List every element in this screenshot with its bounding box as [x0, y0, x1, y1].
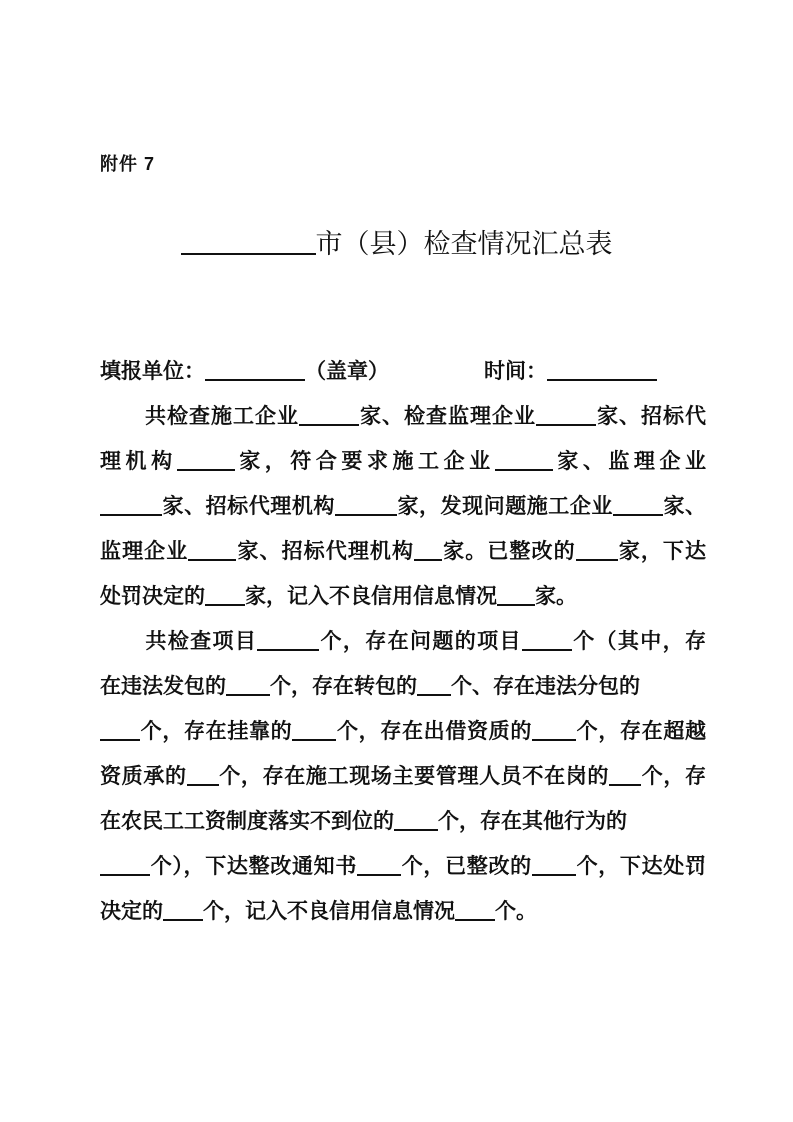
blank-field — [532, 870, 576, 876]
attachment-label: 附件 7 — [100, 154, 156, 174]
title-blank-field — [181, 249, 316, 255]
text-run: 个，已整改的 — [401, 855, 532, 878]
text-run: 个，存 — [641, 765, 707, 788]
text-run: 监理企业 — [100, 540, 189, 563]
blank-field — [100, 735, 140, 741]
blank-field — [613, 510, 663, 516]
text-run: 家，下达 — [617, 540, 707, 563]
blank-field — [394, 825, 438, 831]
text-run: 时间： — [484, 360, 547, 383]
text-line — [100, 394, 706, 439]
text-line — [100, 349, 706, 394]
text-run: 个，存在施工现场主要管理人员不在岗的 — [218, 765, 610, 788]
text-run: 家。已整改的 — [442, 540, 576, 563]
text-line — [100, 889, 706, 934]
blank-field — [299, 420, 359, 426]
text-run: 填报单位： — [100, 360, 205, 383]
blank-field — [414, 555, 442, 561]
paragraph-projects — [100, 619, 706, 934]
blank-field — [609, 780, 641, 786]
blank-field — [188, 555, 236, 561]
spacer — [389, 377, 484, 378]
text-run: 个，记入不良信用信息情况 — [203, 900, 455, 923]
text-run: 家、监理企业 — [552, 450, 707, 473]
text-run: 个，存在其他行为的 — [438, 810, 627, 833]
text-run: 决定的 — [100, 900, 163, 923]
text-run: 处罚决定的 — [100, 585, 205, 608]
text-run: 个，存在超越 — [576, 720, 707, 743]
text-line — [100, 574, 706, 619]
blank-field — [163, 915, 203, 921]
text-run: 家、招标代 — [596, 405, 706, 428]
text-line — [100, 529, 706, 574]
form-header-line — [100, 349, 706, 394]
text-run: 个，存在出借资质的 — [336, 720, 533, 743]
text-line — [100, 799, 706, 844]
text-run: 个、存在违法分包的 — [451, 675, 640, 698]
text-line — [100, 484, 706, 529]
blank-field — [177, 465, 235, 471]
text-run: 个（其中，存 — [571, 630, 707, 653]
blank-field — [522, 645, 572, 651]
document-title-text: 市（县）检查情况汇总表 — [315, 229, 613, 259]
text-run: 理机构 — [100, 450, 177, 473]
text-run: 共检查施工企业 — [144, 405, 299, 428]
text-line — [100, 709, 706, 754]
text-run: 家、检查监理企业 — [359, 405, 536, 428]
paragraph-indent — [100, 422, 144, 423]
text-run: 个，存在转包的 — [270, 675, 417, 698]
text-run: 家，发现问题施工企业 — [396, 495, 613, 518]
paragraph-enterprises — [100, 394, 706, 619]
blank-field — [205, 375, 305, 381]
text-run: 家、 — [662, 495, 707, 518]
text-run: 个），下达整改通知书 — [150, 855, 358, 878]
text-line — [100, 664, 706, 709]
blank-field — [100, 510, 162, 516]
document-body — [100, 349, 706, 934]
text-line — [100, 619, 706, 664]
text-run: 个，存在问题的项目 — [319, 630, 522, 653]
text-run: 家、招标代理机构 — [162, 495, 335, 518]
text-line — [100, 844, 706, 889]
paragraph-indent — [100, 647, 144, 648]
blank-field — [497, 600, 535, 606]
blank-field — [417, 690, 451, 696]
text-run: 共检查项目 — [144, 630, 258, 653]
text-run: （盖章） — [305, 360, 389, 383]
text-run: 个，下达处罚 — [575, 855, 706, 878]
blank-field — [455, 915, 495, 921]
blank-field — [357, 870, 401, 876]
blank-field — [495, 465, 553, 471]
blank-field — [257, 645, 319, 651]
text-run: 个，存在挂靠的 — [140, 720, 293, 743]
text-run: 资质承的 — [100, 765, 187, 788]
text-run: 在农民工工资制度落实不到位的 — [100, 810, 394, 833]
text-run: 家、招标代理机构 — [236, 540, 415, 563]
text-run: 家，记入不良信用信息情况 — [245, 585, 497, 608]
blank-field — [205, 600, 245, 606]
blank-field — [335, 510, 397, 516]
text-run: 个。 — [495, 900, 537, 923]
document-title — [0, 222, 793, 261]
blank-field — [536, 420, 596, 426]
blank-field — [532, 735, 576, 741]
blank-field — [226, 690, 270, 696]
blank-field — [547, 375, 657, 381]
blank-field — [100, 870, 150, 876]
text-line — [100, 439, 706, 484]
text-run: 家，符合要求施工企业 — [234, 450, 495, 473]
blank-field — [292, 735, 336, 741]
text-line — [100, 754, 706, 799]
blank-field — [187, 780, 219, 786]
text-run: 家。 — [535, 585, 577, 608]
text-run: 在违法发包的 — [100, 675, 226, 698]
blank-field — [576, 555, 618, 561]
